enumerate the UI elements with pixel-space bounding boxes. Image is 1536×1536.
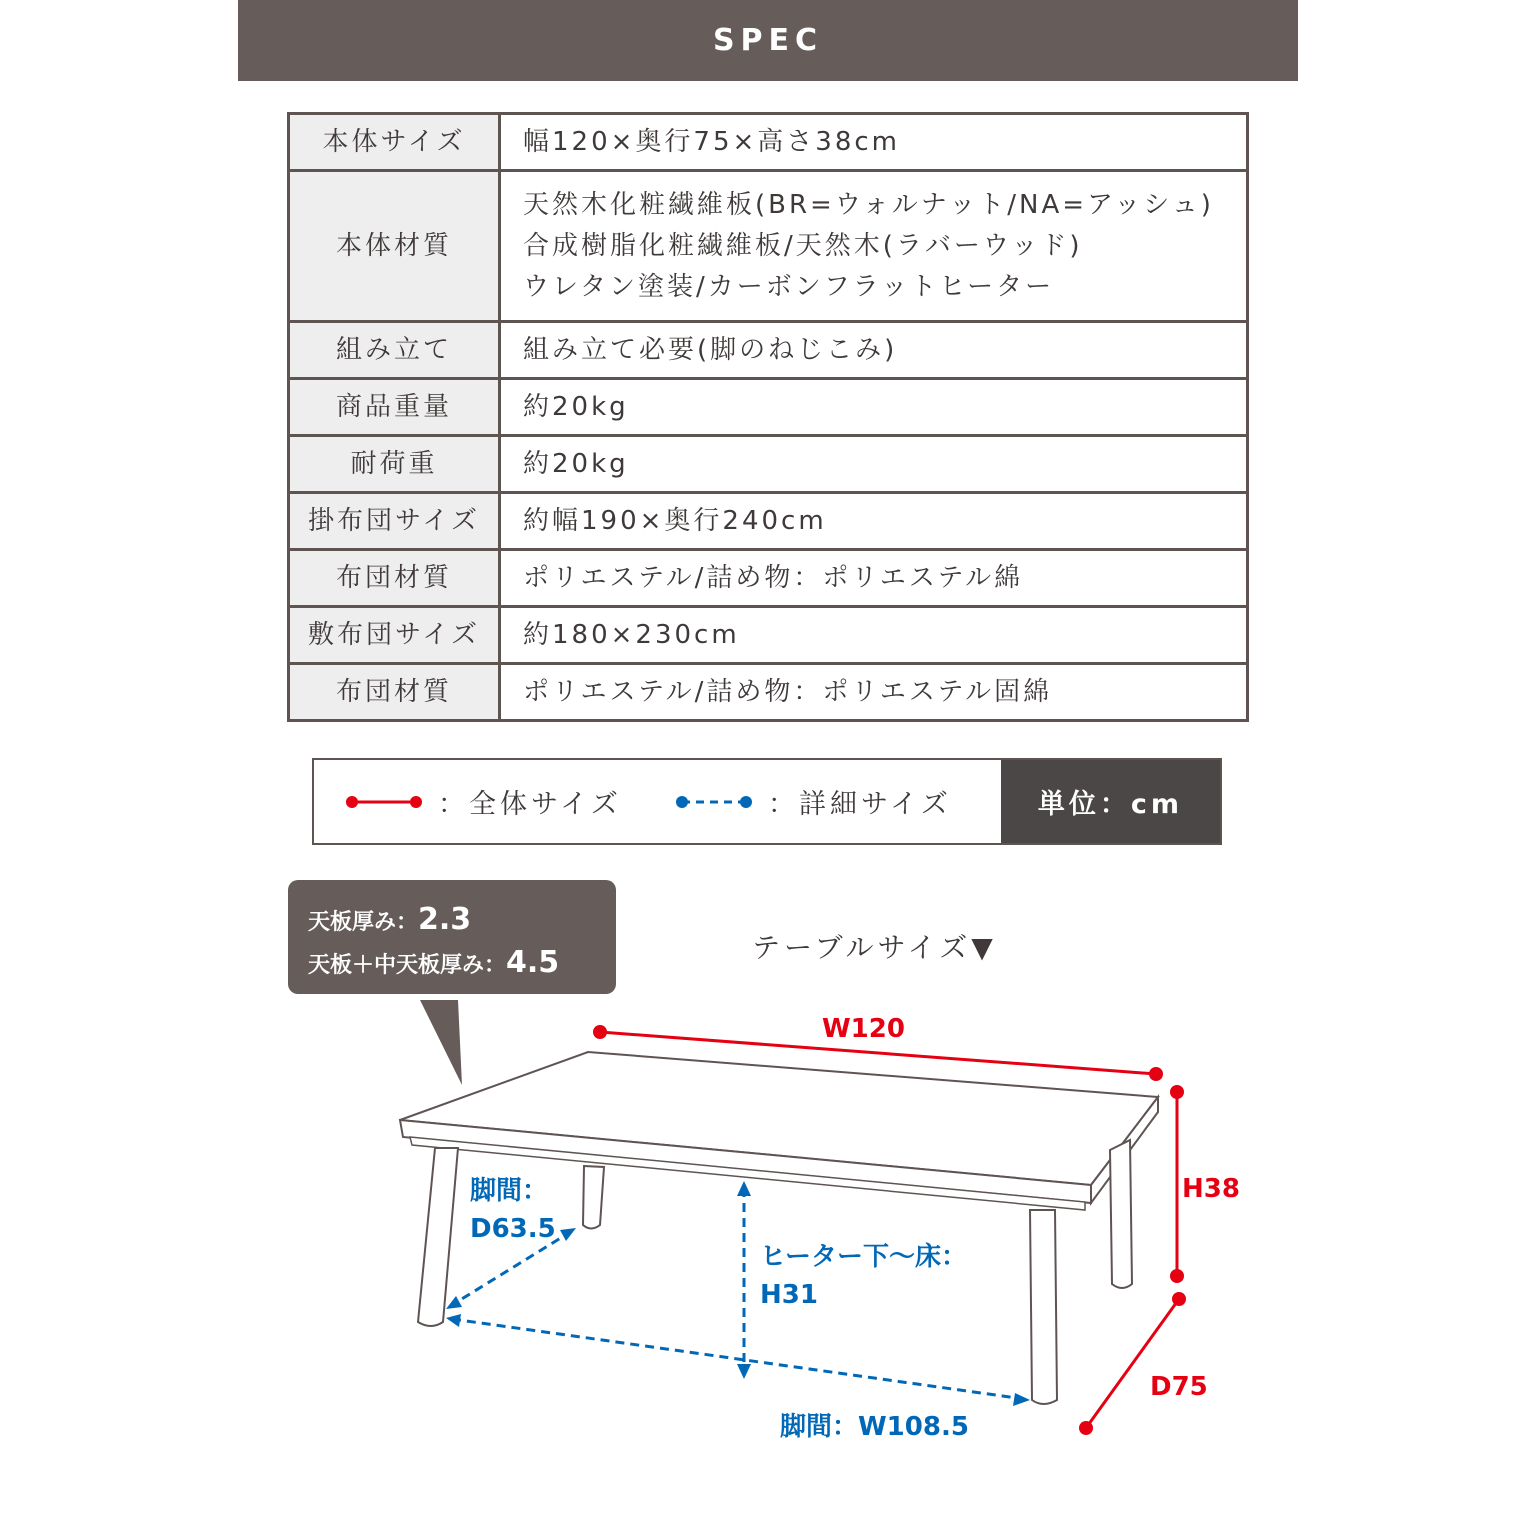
- spec-label: 布団材質: [289, 664, 500, 721]
- spec-value: 約幅190×奥行240cm: [500, 493, 1248, 550]
- callout-label: 天板厚み：: [308, 910, 419, 935]
- width-label: W120: [822, 1014, 905, 1044]
- callout-value: 4.5: [506, 945, 560, 980]
- spec-label: 組み立て: [289, 322, 500, 379]
- spec-value: 幅120×奥行75×高さ38cm: [500, 114, 1248, 171]
- leg-width-dimension: [446, 1314, 1030, 1406]
- spec-value: 組み立て必要(脚のねじこみ): [500, 322, 1248, 379]
- legend-detail-label: ：詳細サイズ: [768, 789, 952, 820]
- leg-depth-value: D63.5: [470, 1214, 556, 1244]
- spec-label: 本体サイズ: [289, 114, 500, 171]
- table-leg: [1030, 1210, 1057, 1404]
- spec-label: 掛布団サイズ: [289, 493, 500, 550]
- spec-value: 約20kg: [500, 379, 1248, 436]
- table-leg: [418, 1148, 458, 1326]
- table-size-heading: テーブルサイズ▼: [752, 931, 997, 964]
- depth-label: D75: [1150, 1372, 1208, 1402]
- spec-value: ポリエステル/詰め物：ポリエステル固綿: [500, 664, 1248, 721]
- leg-width-label: 脚間：W108.5: [780, 1412, 969, 1442]
- table-leg: [1110, 1140, 1132, 1288]
- spec-value: ポリエステル/詰め物：ポリエステル綿: [500, 550, 1248, 607]
- spec-label: 耐荷重: [289, 436, 500, 493]
- spec-label: 布団材質: [289, 550, 500, 607]
- callout-pointer: [420, 1000, 462, 1085]
- spec-value-line: 合成樹脂化粧繊維板/天然木(ラバーウッド): [523, 230, 1083, 261]
- table-leg: [583, 1166, 604, 1229]
- heater-height-label-text: ヒーター下〜床：: [760, 1242, 967, 1272]
- heater-height-label: [760, 1238, 967, 1314]
- leg-depth-label: [470, 1172, 556, 1248]
- spec-value-line: ウレタン塗装/カーボンフラットヒーター: [523, 271, 1055, 302]
- spec-value: 約180×230cm: [500, 607, 1248, 664]
- depth-dimension-line: [1079, 1292, 1186, 1435]
- spec-value-line: 天然木化粧繊維板(BR=ウォルナット/NA=アッシュ): [523, 189, 1214, 220]
- spec-label: 商品重量: [289, 379, 500, 436]
- spec-label: 本体材質: [289, 171, 500, 322]
- height-label: H38: [1182, 1174, 1240, 1204]
- leg-depth-label-text: 脚間：: [470, 1176, 549, 1206]
- spec-label: 敷布団サイズ: [289, 607, 500, 664]
- legend-overall-label: ：全体サイズ: [438, 789, 622, 820]
- heater-height-dimension: [737, 1181, 751, 1379]
- spec-value: 約20kg: [500, 436, 1248, 493]
- unit-badge: 単位：cm: [1001, 760, 1220, 843]
- callout-value: 2.3: [418, 902, 472, 937]
- spec-title: SPEC: [712, 23, 824, 58]
- callout-label: 天板＋中天板厚み：: [308, 953, 507, 978]
- heater-height-value: H31: [760, 1280, 818, 1310]
